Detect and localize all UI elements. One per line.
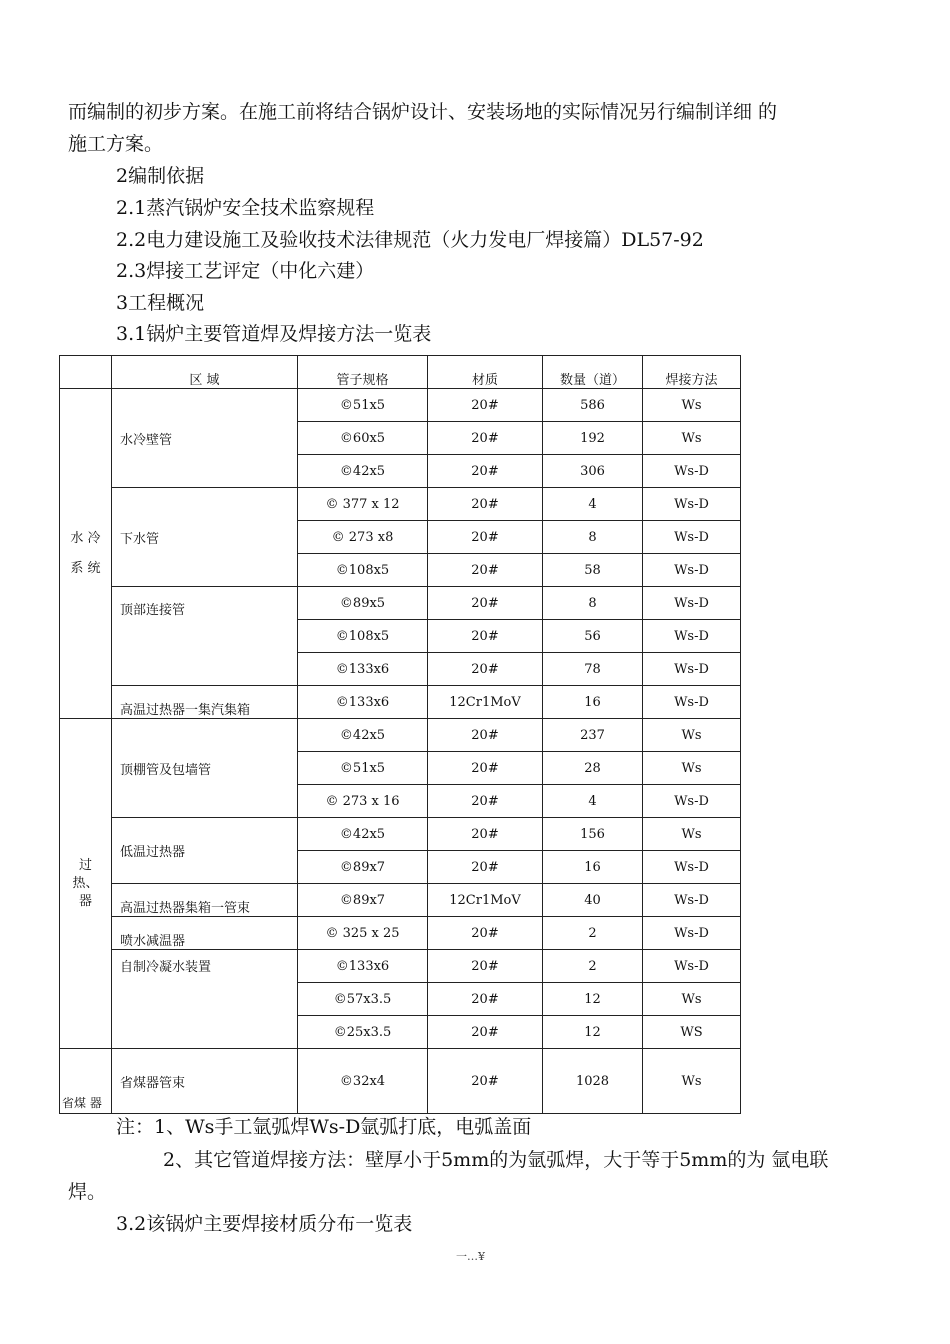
quantity-cell: 306 [543, 455, 643, 488]
quantity-cell: 2 [543, 950, 643, 983]
material-cell: 20# [428, 389, 543, 422]
welding-table [59, 355, 741, 1114]
spec-cell: ©133x6 [298, 653, 428, 686]
method-cell: Ws-D [643, 488, 741, 521]
header-cell: 管子规格 [298, 356, 428, 389]
table-row [60, 917, 741, 950]
method-cell: Ws [643, 1049, 741, 1114]
page-footer: 一…¥ [456, 1250, 485, 1263]
section-heading: 3工程概况 [116, 292, 205, 314]
quantity-cell: 2 [543, 917, 643, 950]
material-cell: 20# [428, 785, 543, 818]
note-line: 焊。 [68, 1181, 107, 1203]
method-cell: Ws-D [643, 554, 741, 587]
subsection-heading: 2.3焊接工艺评定（中化六建） [116, 260, 375, 282]
method-cell: Ws-D [643, 587, 741, 620]
material-cell: 20# [428, 851, 543, 884]
system-cell: 水 冷 系 统 [60, 389, 112, 719]
note-line: 注：1、Ws手工氩弧焊Ws-D氩弧打底，电弧盖面 [116, 1116, 532, 1138]
spec-cell: ©42x5 [298, 719, 428, 752]
spec-cell: ©32x4 [298, 1049, 428, 1114]
header-cell: 数量（道） [543, 356, 643, 389]
material-cell: 20# [428, 950, 543, 983]
method-cell: Ws-D [643, 917, 741, 950]
table-row [60, 488, 741, 521]
quantity-cell: 1028 [543, 1049, 643, 1114]
quantity-cell: 237 [543, 719, 643, 752]
method-cell: Ws-D [643, 950, 741, 983]
subsection-heading: 3.2该锅炉主要焊接材质分布一览表 [116, 1213, 413, 1235]
quantity-cell: 16 [543, 851, 643, 884]
material-cell: 20# [428, 1016, 543, 1049]
area-cell: 自制冷凝水装置 [112, 950, 298, 1049]
table-row [60, 719, 741, 752]
header-cell: 焊接方法 [643, 356, 741, 389]
spec-cell: ©60x5 [298, 422, 428, 455]
subsection-heading: 2.1蒸汽锅炉安全技术监察规程 [116, 197, 375, 219]
area-cell: 低温过热器 [112, 818, 298, 884]
spec-cell: ©42x5 [298, 455, 428, 488]
system-cell: 省煤 器 [60, 1049, 112, 1114]
spec-cell: ©89x5 [298, 587, 428, 620]
quantity-cell: 56 [543, 620, 643, 653]
system-cell: 过 热、 器 [60, 719, 112, 1049]
area-cell: 高温过热器一集汽集箱 [112, 686, 298, 719]
area-cell: 省煤器管束 [112, 1049, 298, 1114]
area-cell: 下水管 [112, 488, 298, 587]
spec-cell: ©108x5 [298, 620, 428, 653]
material-cell: 20# [428, 917, 543, 950]
spec-cell: ©89x7 [298, 884, 428, 917]
quantity-cell: 8 [543, 587, 643, 620]
table-row [60, 1049, 741, 1114]
table-row [60, 389, 741, 422]
method-cell: Ws [643, 752, 741, 785]
spec-cell: © 273 x 16 [298, 785, 428, 818]
area-cell: 顶棚管及包墙管 [112, 719, 298, 818]
quantity-cell: 192 [543, 422, 643, 455]
method-cell: Ws-D [643, 521, 741, 554]
area-cell: 高温过热器集箱一管束 [112, 884, 298, 917]
area-cell: 水冷壁管 [112, 389, 298, 488]
material-cell: 20# [428, 818, 543, 851]
quantity-cell: 58 [543, 554, 643, 587]
material-cell: 20# [428, 653, 543, 686]
method-cell: Ws-D [643, 620, 741, 653]
material-cell: 20# [428, 422, 543, 455]
quantity-cell: 12 [543, 983, 643, 1016]
spec-cell: ©51x5 [298, 752, 428, 785]
material-cell: 20# [428, 488, 543, 521]
method-cell: Ws-D [643, 653, 741, 686]
quantity-cell: 12 [543, 1016, 643, 1049]
material-cell: 20# [428, 983, 543, 1016]
table-row [60, 884, 741, 917]
spec-cell: ©108x5 [298, 554, 428, 587]
method-cell: Ws-D [643, 455, 741, 488]
material-cell: 20# [428, 455, 543, 488]
material-cell: 12Cr1MoV [428, 686, 543, 719]
paragraph-line: 施工方案。 [68, 133, 164, 155]
quantity-cell: 28 [543, 752, 643, 785]
material-cell: 20# [428, 620, 543, 653]
material-cell: 20# [428, 587, 543, 620]
method-cell: Ws [643, 719, 741, 752]
table-caption: 3.1锅炉主要管道焊及焊接方法一览表 [116, 323, 432, 345]
header-cell: 区 域 [112, 356, 298, 389]
spec-cell: ©133x6 [298, 686, 428, 719]
table-row [60, 818, 741, 851]
spec-cell: ©42x5 [298, 818, 428, 851]
material-cell: 20# [428, 521, 543, 554]
spec-cell: © 377 x 12 [298, 488, 428, 521]
material-cell: 20# [428, 1049, 543, 1114]
method-cell: Ws-D [643, 851, 741, 884]
spec-cell: ©89x7 [298, 851, 428, 884]
paragraph-line: 而编制的初步方案。在施工前将结合锅炉设计、安装场地的实际情况另行编制详细 的 [68, 101, 778, 123]
quantity-cell: 4 [543, 488, 643, 521]
area-cell: 喷水减温器 [112, 917, 298, 950]
quantity-cell: 156 [543, 818, 643, 851]
header-cell [60, 356, 112, 389]
method-cell: Ws [643, 422, 741, 455]
quantity-cell: 8 [543, 521, 643, 554]
spec-cell: ©51x5 [298, 389, 428, 422]
spec-cell: ©57x3.5 [298, 983, 428, 1016]
quantity-cell: 4 [543, 785, 643, 818]
spec-cell: ©25x3.5 [298, 1016, 428, 1049]
note-line: 2、其它管道焊接方法：壁厚小于5mm的为氩弧焊，大于等于5mm的为 氩电联 [163, 1149, 829, 1171]
material-cell: 20# [428, 719, 543, 752]
subsection-heading: 2.2电力建设施工及验收技术法律规范（火力发电厂焊接篇）DL57-92 [116, 229, 704, 251]
method-cell: Ws [643, 818, 741, 851]
quantity-cell: 586 [543, 389, 643, 422]
spec-cell: © 273 x8 [298, 521, 428, 554]
method-cell: Ws-D [643, 785, 741, 818]
quantity-cell: 78 [543, 653, 643, 686]
header-cell: 材质 [428, 356, 543, 389]
method-cell: Ws [643, 389, 741, 422]
table-row [60, 587, 741, 620]
method-cell: WS [643, 1016, 741, 1049]
spec-cell: ©133x6 [298, 950, 428, 983]
spec-cell: © 325 x 25 [298, 917, 428, 950]
method-cell: Ws-D [643, 884, 741, 917]
method-cell: Ws-D [643, 686, 741, 719]
material-cell: 20# [428, 554, 543, 587]
section-heading: 2编制依据 [116, 165, 205, 187]
quantity-cell: 16 [543, 686, 643, 719]
material-cell: 12Cr1MoV [428, 884, 543, 917]
quantity-cell: 40 [543, 884, 643, 917]
table-row [60, 686, 741, 719]
method-cell: Ws [643, 983, 741, 1016]
table-row [60, 950, 741, 983]
area-cell: 顶部连接管 [112, 587, 298, 686]
material-cell: 20# [428, 752, 543, 785]
table-header-row [60, 356, 741, 389]
